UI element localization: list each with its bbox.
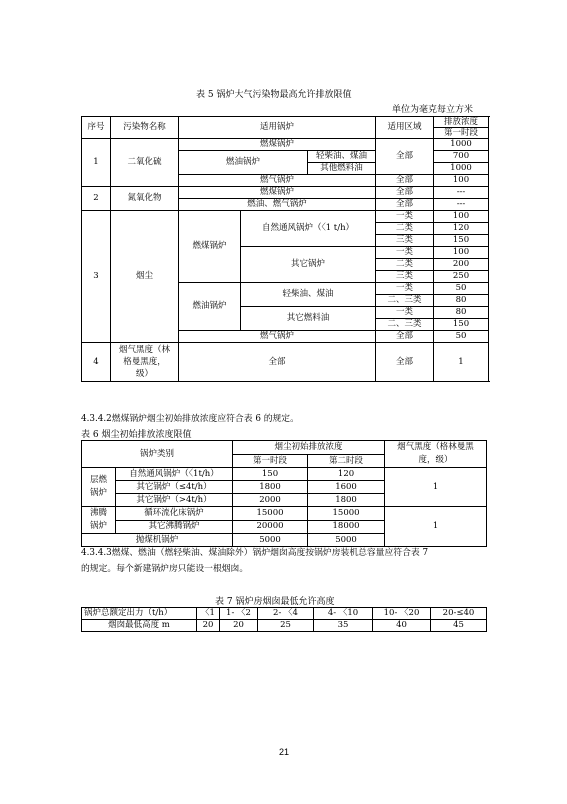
cell: 1600 (308, 481, 385, 494)
cell: 一类 (376, 211, 434, 223)
t7-height-label: 烟囱最低高度 m (82, 620, 197, 632)
t6-th-cat: 锅炉类别 (82, 441, 233, 468)
th-conc: 排放浓度 (434, 117, 489, 128)
cell: 20000 (233, 520, 308, 534)
so2-light-oil: 轻柴油、煤油 (308, 151, 376, 163)
dust-natural: 自然通风锅炉（〈1 t/h） (241, 211, 376, 247)
cell: 40 (373, 620, 431, 632)
table6 (81, 440, 487, 547)
paragraph-4343-line1: 4.3.4.3燃煤、燃油（燃轻柴油、煤油除外）锅炉烟囱高度按锅炉房装机总容量应符合表 7 (81, 548, 429, 558)
cell: 20 (197, 620, 220, 632)
so2-num: 1 (82, 139, 111, 187)
t7-capacity-label: 锅炉总额定出力（t/h） (82, 608, 197, 620)
dust-other: 其它锅炉 (241, 247, 376, 283)
t6-layer: 层燃锅炉 (82, 468, 116, 507)
cell: 三类 (376, 271, 434, 283)
nox-num: 2 (82, 187, 111, 211)
t7-col: 20-≤40 (431, 608, 487, 620)
page-number: 21 (279, 747, 290, 757)
dust-coal: 燃煤锅炉 (179, 211, 241, 283)
cell: 1800 (308, 494, 385, 507)
cell: 15000 (233, 507, 308, 521)
cell: 150 (434, 319, 489, 331)
dust-name: 烟尘 (111, 211, 179, 343)
cell: 80 (434, 295, 489, 307)
table5 (81, 116, 489, 382)
dust-other-oil: 其它燃料油 (241, 307, 376, 331)
t7-col: 4- 〈10 (314, 608, 373, 620)
t7-col: 2- 〈4 (258, 608, 314, 620)
cell: 二、三类 (376, 319, 434, 331)
table7 (81, 607, 487, 632)
cell: 二类 (376, 223, 434, 235)
t6-black-2: 1 (385, 507, 487, 547)
cell: 15000 (308, 507, 385, 521)
nox-oilgas: 燃油、燃气锅炉 (179, 199, 376, 211)
cell: 一类 (376, 283, 434, 295)
smoke-value: 1 (434, 343, 489, 382)
t6-th-conc: 烟尘初始排放浓度 (233, 441, 385, 455)
dust-num: 3 (82, 211, 111, 343)
t6-row-label: 其它锅炉（≤4t/h） (116, 481, 233, 494)
cell: --- (434, 199, 489, 211)
cell: 2000 (233, 494, 308, 507)
dust-oil: 燃油锅炉 (179, 283, 241, 331)
cell: 1000 (434, 163, 489, 175)
cell: 100 (434, 247, 489, 259)
so2-coal: 燃煤锅炉 (179, 139, 376, 151)
cell: 100 (434, 211, 489, 223)
cell: 二、三类 (376, 295, 434, 307)
t6-row-label: 抛煤机锅炉 (82, 534, 233, 547)
cell: 150 (434, 235, 489, 247)
cell: 45 (431, 620, 487, 632)
cell: 50 (434, 283, 489, 295)
cell: 120 (434, 223, 489, 235)
cell: 1800 (233, 481, 308, 494)
table5-caption: 表 5 锅炉大气污染物最高允许排放限值 (196, 90, 352, 100)
t6-th-p1: 第一时段 (233, 455, 308, 468)
cell: 全部 (376, 187, 434, 199)
t6-row-label: 其它沸腾锅炉 (116, 520, 233, 534)
smoke-name: 烟气黑度（林格曼黑度，级） (111, 343, 179, 382)
so2-oil: 燃油锅炉 (179, 151, 308, 175)
cell: 20 (220, 620, 258, 632)
cell: 35 (314, 620, 373, 632)
t6-boil: 沸腾锅炉 (82, 507, 116, 534)
t6-row-label: 其它锅炉（>4t/h） (116, 494, 233, 507)
cell: 50 (434, 331, 489, 343)
cell: 150 (233, 468, 308, 481)
table5-unit: 单位为毫克每立方米 (392, 105, 474, 115)
smoke-num: 4 (82, 343, 111, 382)
th-seq: 序号 (82, 117, 111, 139)
t7-col: 1- 〈2 (220, 608, 258, 620)
dust-gas: 燃气锅炉 (179, 331, 376, 343)
cell: 700 (434, 151, 489, 163)
th-pollutant: 污染物名称 (111, 117, 179, 139)
cell: 250 (434, 271, 489, 283)
so2-other-oil: 其他燃料油 (308, 163, 376, 175)
t7-col: 10- 〈20 (373, 608, 431, 620)
cell: 120 (308, 468, 385, 481)
cell: 全部 (376, 175, 434, 187)
so2-area: 全部 (376, 139, 434, 175)
table6-caption: 表 6 烟尘初始排放浓度限值 (81, 430, 192, 440)
cell: 5000 (233, 534, 308, 547)
cell: 二类 (376, 259, 434, 271)
cell: 5000 (308, 534, 385, 547)
cell: 全部 (376, 331, 434, 343)
th-boiler: 适用锅炉 (179, 117, 376, 139)
cell: 80 (434, 307, 489, 319)
paragraph-4343-line2: 的规定。每个新建锅炉房只能设一根烟囱。 (81, 564, 249, 574)
t6-row-label: 循环流化床锅炉 (116, 507, 233, 521)
cell: --- (434, 187, 489, 199)
t6-black-1: 1 (385, 468, 487, 507)
th-period1: 第一时段 (434, 128, 489, 139)
paragraph-4342: 4.3.4.2燃煤锅炉烟尘初始排放浓度应符合表 6 的规定。 (81, 414, 299, 424)
cell: 一类 (376, 307, 434, 319)
t6-th-black: 烟气黑度（格林曼黑度，级） (385, 441, 487, 468)
t6-th-p2: 第二时段 (308, 455, 385, 468)
cell: 100 (434, 175, 489, 187)
cell: 全部 (376, 199, 434, 211)
dust-light-oil: 轻柴油、煤油 (241, 283, 376, 307)
t7-col: 〈1 (197, 608, 220, 620)
th-area: 适用区域 (376, 117, 434, 139)
so2-name: 二氧化硫 (111, 139, 179, 187)
cell: 200 (434, 259, 489, 271)
cell: 三类 (376, 235, 434, 247)
cell: 1000 (434, 139, 489, 151)
nox-name: 氮氧化物 (111, 187, 179, 211)
cell: 18000 (308, 520, 385, 534)
nox-coal: 燃煤锅炉 (179, 187, 376, 199)
smoke-boiler: 全部 (179, 343, 376, 382)
smoke-area: 全部 (376, 343, 434, 382)
cell: 一类 (376, 247, 434, 259)
cell: 25 (258, 620, 314, 632)
t6-row-label: 自然通风锅炉（〈1t/h） (116, 468, 233, 481)
so2-gas: 燃气锅炉 (179, 175, 376, 187)
table7-caption: 表 7 锅炉房烟囱最低允许高度 (215, 597, 335, 607)
